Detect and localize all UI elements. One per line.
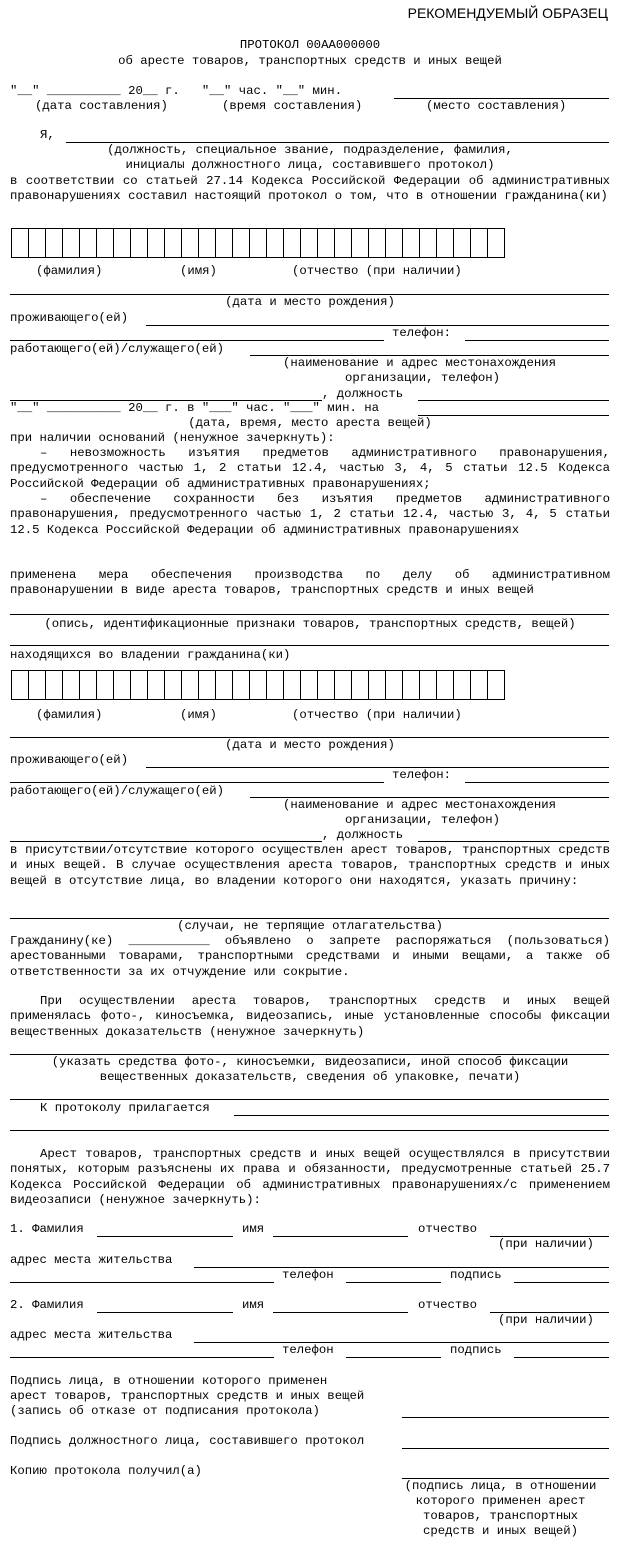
name-letter-grid[interactable]: [11, 228, 505, 258]
witness-2-phone-field[interactable]: [346, 1357, 441, 1358]
document-title: ПРОТОКОЛ 00АА000000: [239, 38, 381, 52]
witness-1-address-field-2[interactable]: [10, 1282, 274, 1283]
attached-label: К протоколу прилагается: [40, 1101, 210, 1115]
official-signature-field[interactable]: [402, 1448, 609, 1449]
witness-1-name-field[interactable]: [273, 1236, 408, 1237]
witness-2-phone-label: телефон: [282, 1343, 334, 1357]
witness-1-if-any: (при наличии): [498, 1237, 594, 1251]
owner-position-label: , должность: [322, 828, 404, 842]
witness-1-surname-label: 1. Фамилия: [10, 1222, 84, 1236]
grounds-header: при наличии оснований (ненужное зачеркнуть):: [10, 431, 335, 445]
copy-caption-1: (подпись лица, в отношении: [404, 1479, 597, 1493]
witness-1-patronymic-label: отчество: [418, 1222, 478, 1236]
owner-org-caption-1: (наименование и адрес местонахождения: [283, 798, 557, 812]
ya-label: Я,: [40, 128, 55, 142]
owner-surname-caption: (фамилия): [36, 708, 103, 722]
intro-text: в соответствии со статьей 27.14 Кодекса Российской Федерации об административных правонарушениях составил настоящий протокол о том, что в отношении гражданина(ки): [10, 174, 610, 204]
witness-2-surname-label: 2. Фамилия: [10, 1298, 84, 1312]
witness-2-address-field[interactable]: [194, 1342, 609, 1343]
copy-caption-2: которого применен арест: [415, 1494, 586, 1508]
witness-2-signature-label: подпись: [450, 1343, 502, 1357]
prohibition-text: Гражданину(ке) ___________ объявлено о запрете распоряжаться (пользоваться) арестованными товарами, транспортными средствами и иными вещами, а также об ответственности за их отчуждение или сокрытие.: [10, 934, 610, 979]
person-signature-text-2: арест товаров, транспортных средств и иных вещей: [10, 1389, 365, 1403]
arrest-caption: (дата, время, место ареста вещей): [188, 416, 432, 430]
inventory-field[interactable]: [10, 614, 609, 615]
patronymic-caption: (отчество (при наличии): [292, 264, 462, 278]
owner-name-letter-grid[interactable]: [11, 670, 505, 700]
copy-received-label: Копию протокола получил(а): [10, 1464, 202, 1478]
ground-2: – обеспечение сохранности без изъятия предметов административного правонарушения, предусмотренного частью 1, 2 статьи 12.4, частью 3, 4, 5 статьи 12.5 Кодекса Российской Федерации об административных правонарушениях: [10, 492, 610, 537]
owner-residence-field-2[interactable]: [10, 782, 384, 783]
witness-text: Арест товаров, транспортных средств и иных вещей осуществлялся в присутствии понятых, которым разъяснены их права и обязанности, предусмотренные статьей 25.7 Кодекса Российской Федерации об административных правонарушениях/с применением видеозаписи (ненужное зачеркнуть):: [10, 1147, 610, 1207]
copy-caption-4: средств и иных вещей): [423, 1524, 578, 1538]
owner-patronymic-caption: (отчество (при наличии): [292, 708, 462, 722]
birth-caption: (дата и место рождения): [225, 295, 395, 309]
place-caption: (место составления): [426, 99, 567, 113]
witness-1-phone-label: телефон: [282, 1268, 334, 1282]
witness-2-patronymic-label: отчество: [418, 1298, 478, 1312]
residence-field[interactable]: [146, 325, 609, 326]
inventory-caption: (опись, идентификационные признаки товаров, транспортных средств, вещей): [44, 617, 576, 631]
owner-position-field[interactable]: [418, 841, 609, 842]
phone-field[interactable]: [465, 340, 609, 341]
date-time-line: "__" __________ 20__ г. "__" час. "__" мин.: [10, 84, 343, 98]
witness-1-address-field[interactable]: [194, 1267, 609, 1268]
owner-header: находящихся во владении гражданина(ки): [10, 648, 291, 662]
ground-1: – невозможность изъятия предметов административного правонарушения, предусмотренного частью 1, 2 статьи 12.4, частью 3, 4, 5 статьи 12.5 Кодекса Российской Федерации об административных правонарушениях;: [10, 446, 610, 491]
fixation-caption-2: вещественных доказательств, сведения об упаковке, печати): [99, 1070, 521, 1084]
surname-caption: (фамилия): [36, 264, 103, 278]
phone-label: телефон:: [392, 326, 452, 340]
witness-1-signature-field[interactable]: [514, 1282, 609, 1283]
witness-2-signature-field[interactable]: [514, 1357, 609, 1358]
urgent-caption: (случаи, не терпящие отлагательства): [177, 919, 443, 933]
fixation-text: При осуществлении ареста товаров, транспортных средств и иных вещей применялась фото-, киносъемка, видеозапись, иные установленные способы фиксации вещественных доказательств (ненужное зачеркнуть): [10, 994, 610, 1039]
witness-2-address-label: адрес места жительства: [10, 1328, 173, 1342]
inventory-field-2[interactable]: [10, 645, 609, 646]
witness-1-surname-field[interactable]: [97, 1236, 233, 1237]
official-signature-label: Подпись должностного лица, составившего протокол: [10, 1434, 365, 1448]
official-caption-1: (должность, специальное звание, подразделение, фамилия,: [107, 143, 513, 157]
witness-1-phone-field[interactable]: [346, 1282, 441, 1283]
witness-1-name-label: имя: [242, 1222, 265, 1236]
arrest-time-line: "__" __________ 20__ г. в "___" час. "___" мин. на: [10, 401, 379, 415]
owner-working-label: работающего(ей)/служащего(ей): [10, 784, 225, 798]
attached-field[interactable]: [234, 1115, 609, 1116]
witness-2-surname-field[interactable]: [97, 1312, 233, 1313]
person-signature-field[interactable]: [402, 1417, 609, 1418]
owner-name-caption: (имя): [180, 708, 217, 722]
person-signature-text-3: (запись об отказе от подписания протокола): [10, 1404, 320, 1418]
witness-2-name-label: имя: [242, 1298, 265, 1312]
witness-2-address-field-2[interactable]: [10, 1357, 274, 1358]
org-caption-2: организации, телефон): [345, 371, 500, 385]
owner-org-caption-2: организации, телефон): [345, 813, 500, 827]
copy-caption-3: товаров, транспортных: [423, 1509, 578, 1523]
presence-text: в присутствии/отсутствие которого осуществлен арест товаров, транспортных средств и иных вещей. В случае осуществления ареста товаров, транспортных средств и иных вещей в отсутствие лица, во владении которого они находятся, указать причину:: [10, 843, 610, 888]
position-field[interactable]: [418, 400, 609, 401]
measure-text: применена мера обеспечения производства по делу об административном правонарушении в виде ареста товаров, транспортных средств и иных вещей: [10, 568, 610, 598]
time-caption: (время составления): [222, 99, 363, 113]
sample-label: РЕКОМЕНДУЕМЫЙ ОБРАЗЕЦ: [407, 5, 608, 21]
fixation-field-2[interactable]: [10, 1099, 609, 1100]
owner-phone-label: телефон:: [392, 768, 452, 782]
residing-label: проживающего(ей): [10, 311, 129, 325]
owner-residence-field[interactable]: [146, 767, 609, 768]
document-subtitle: об аресте товаров, транспортных средств и иных вещей: [118, 54, 502, 68]
official-caption-2: инициалы должностного лица, составившего протокол): [125, 158, 495, 172]
owner-birth-caption: (дата и место рождения): [225, 738, 395, 752]
witness-1-address-label: адрес места жительства: [10, 1253, 173, 1267]
person-signature-text-1: Подпись лица, в отношении которого применен: [10, 1374, 328, 1388]
attached-field-2[interactable]: [10, 1130, 609, 1131]
witness-2-name-field[interactable]: [273, 1312, 408, 1313]
fixation-caption-1: (указать средства фото-, киносъемки, видеозаписи, иной способ фиксации: [51, 1055, 569, 1069]
org-caption-1: (наименование и адрес местонахождения: [283, 356, 557, 370]
date-caption: (дата составления): [35, 99, 168, 113]
residence-field-2[interactable]: [10, 340, 384, 341]
owner-residing-label: проживающего(ей): [10, 753, 129, 767]
name-caption: (имя): [180, 264, 217, 278]
owner-workplace-field-2[interactable]: [10, 841, 322, 842]
working-label: работающего(ей)/служащего(ей): [10, 342, 225, 356]
witness-2-if-any: (при наличии): [498, 1313, 594, 1327]
position-label: , должность: [322, 387, 404, 401]
witness-1-signature-label: подпись: [450, 1268, 502, 1282]
owner-phone-field[interactable]: [465, 782, 609, 783]
